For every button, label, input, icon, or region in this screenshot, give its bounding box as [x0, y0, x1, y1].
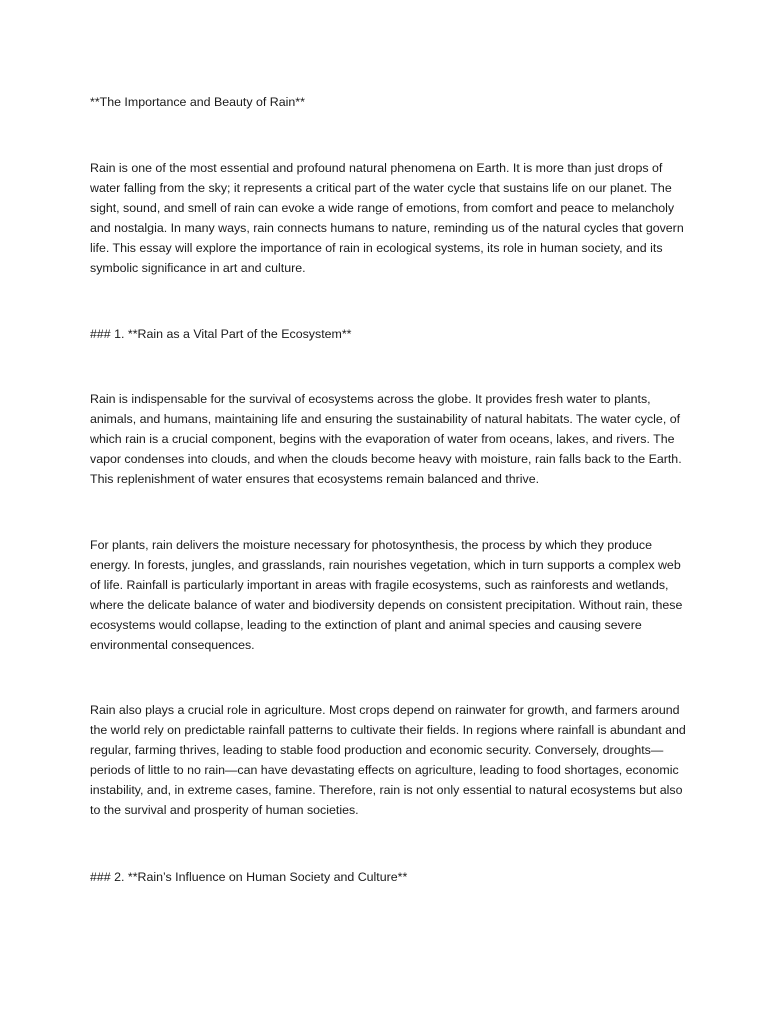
ecosystem-paragraph-1: Rain is indispensable for the survival of ecosystems across the globe. It provides fresh water to plants, animals, and humans, maintaining life and ensuring the sustainability of natural habitats. The water cycle, of which rain is a crucial component, begins with the evaporation of water from oceans, lakes, and rivers. The vapor condenses into clouds, and when the clouds become heavy with moisture, rain falls back to the Earth. This replenishment of water ensures that ecosystems remain balanced and thrive.: [90, 392, 682, 486]
section-heading-1: ### 1. **Rain as a Vital Part of the Ecosystem**: [90, 327, 352, 341]
section-heading-2: ### 2. **Rain’s Influence on Human Society and Culture**: [90, 870, 408, 884]
intro-paragraph: Rain is one of the most essential and profound natural phenomena on Earth. It is more than just drops of water falling from the sky; it represents a critical part of the water cycle that sustains life on our planet. The sight, sound, and smell of rain can evoke a wide range of emotions, from comfort and peace to melancholy and nostalgia. In many ways, rain connects humans to nature, reminding us of the natural cycles that govern life. This essay will explore the importance of rain in ecological systems, its role in human society, and its symbolic significance in art and culture.: [90, 161, 684, 275]
ecosystem-paragraph-3: Rain also plays a crucial role in agriculture. Most crops depend on rainwater for growth, and farmers around the world rely on predictable rainfall patterns to cultivate their fields. In regions where rainfall is abundant and regular, farming thrives, leading to stable food production and economic security. Conversely, droughts—periods of little to no rain—can have devastating effects on agriculture, leading to food shortages, economic instability, and, in extreme cases, famine. Therefore, rain is not only essential to natural ecosystems but also to the survival and prosperity of human societies.: [90, 703, 686, 817]
document-page: [90, 0, 686, 1024]
document-title: **The Importance and Beauty of Rain**: [90, 95, 305, 109]
ecosystem-paragraph-2: For plants, rain delivers the moisture necessary for photosynthesis, the process by which they produce energy. In forests, jungles, and grasslands, rain nourishes vegetation, which in turn supports a complex web of life. Rainfall is particularly important in areas with fragile ecosystems, such as rainforests and wetlands, where the delicate balance of water and biodiversity depends on consistent precipitation. Without rain, these ecosystems would collapse, leading to the extinction of plant and animal species and causing severe environmental consequences.: [90, 538, 683, 652]
